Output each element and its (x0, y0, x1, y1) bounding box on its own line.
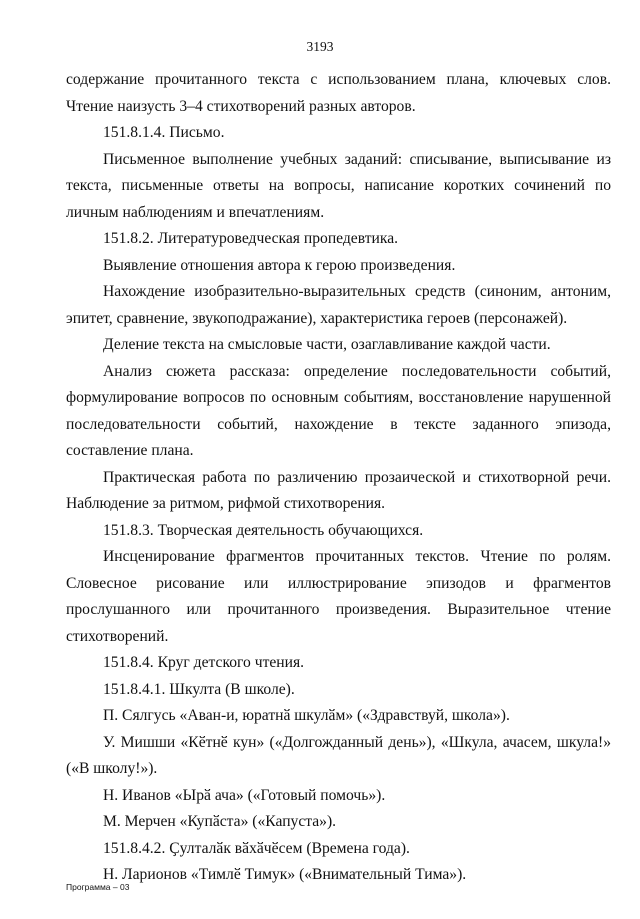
paragraph-practical-work: Практическая работа по различению прозаической и стихотворной речи. Наблюдение за ритмом, рифмой стихотворения. (66, 468, 611, 512)
heading-literary-propaedeutics: 151.8.2. Литературоведческая пропедевтика. (103, 230, 399, 247)
work-entry: У. Мишши «Кӗтнӗ кун» («Долгожданный день»), «Шкула, ачасем, шкула!» («В школу!»). (66, 733, 611, 777)
paragraph-written-tasks: Письменное выполнение учебных заданий: списывание, выписывание из текста, письменные ответы на вопросы, написание коротких сочинений по личным наблюдениям и впечатлениям. (66, 150, 611, 221)
work-entry: П. Сялгусь «Аван-и, юратнӑ шкулӑм» («Здравствуй, школа»). (103, 707, 510, 724)
paragraph-text-division: Деление текста на смысловые части, озаглавливание каждой части. (103, 336, 551, 353)
work-entry: Н. Иванов «Ырӑ ача» («Готовый помочь»). (103, 786, 386, 804)
heading-writing: 151.8.1.4. Письмо. (103, 124, 225, 141)
heading-creative-activity: 151.8.3. Творческая деятельность обучающихся. (103, 521, 424, 539)
paragraph-expressive-means: Нахождение изобразительно-выразительных средств (синоним, антоним, эпитет, сравнение, звукоподражание), характеристика героев (персонажей). (66, 283, 611, 327)
heading-reading-circle: 151.8.4. Круг детского чтения. (103, 654, 305, 671)
work-entry: Н. Ларионов «Тимлӗ Тимук» («Внимательный Тима»). (103, 866, 467, 883)
page-footer: Программа – 03 (66, 882, 130, 892)
heading-at-school: 151.8.4.1. Шкулта (В школе). (103, 680, 295, 698)
paragraph-plot-analysis: Анализ сюжета рассказа: определение последовательности событий, формулирование вопросов по основным событиям, восстановление нарушенной последовательности событий, нахождение в тексте заданного эпизода, составление плана. (66, 362, 611, 459)
document-body (66, 67, 611, 889)
heading-seasons: 151.8.4.2. Ҫулталӑк вӑхӑчӗсем (Времена года). (103, 839, 410, 857)
page-number: 3193 (306, 39, 334, 54)
work-entry: М. Мерчен «Купӑста» («Капуста»). (103, 813, 337, 830)
paragraph-dramatization: Инсценирование фрагментов прочитанных текстов. Чтение по ролям. Словесное рисование или иллюстрирование эпизодов и фрагментов прослушанного или прочитанного произведения. Выразительное чтение стихотворений. (66, 548, 611, 645)
paragraph-continuation: содержание прочитанного текста с использованием плана, ключевых слов. Чтение наизусть 3–4 стихотворений разных авторов. (66, 71, 611, 115)
paragraph-author-attitude: Выявление отношения автора к герою произведения. (103, 256, 456, 274)
